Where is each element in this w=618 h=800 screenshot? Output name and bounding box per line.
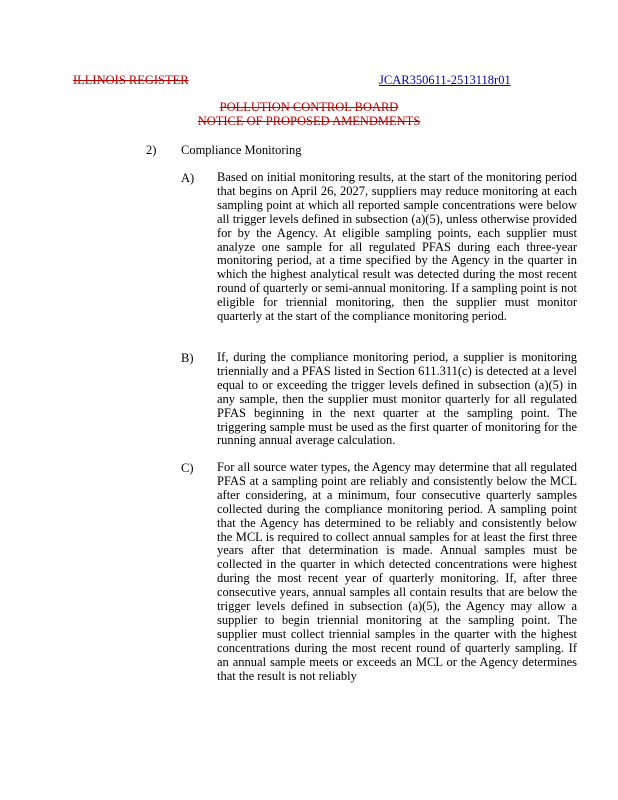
section-title: Compliance Monitoring xyxy=(181,143,302,157)
jcar-code-header: JCAR350611-2513118r01 xyxy=(379,73,511,87)
item-text-c: For all source water types, the Agency may determine that all regulated PFAS at a sampling point are reliably and consistently below the MCL after considering, at a minimum, four consecutive quarterly samples collected during the compliance monitoring period. A sampling point that the Agency has determined to be reliably and consistently below the MCL is required to collect annual samples for at least the first three years after that determination is made. Annual samples must be collected in the quarter in which detected concentrations were highest during the most recent year of quarterly monitoring. If, after three consecutive years, annual samples all contain results that are below the trigger levels defined in subsection (a)(5), the Agency may allow a supplier to begin triennial monitoring at the sampling point. The supplier must collect triennial samples in the quarter with the highest concentrations during the most recent round of quarterly sampling. If an annual sample meets or exceeds an MCL or the Agency determines that the result is not reliably xyxy=(217,460,577,683)
item-letter-a: A) xyxy=(181,171,195,185)
item-text-a: Based on initial monitoring results, at the start of the monitoring period that begins on April 26, 2027, suppliers may reduce monitoring at each sampling point at which all reported sample concentrations were below all trigger levels defined in subsection (a)(5), unless otherwise provided for by the Agency. At eligible sampling points, each supplier must analyze one sample for all regulated PFAS during each three-year monitoring period, at a time specified by the Agency in the quarter in which the highest analytical result was detected during the most recent round of quarterly or semi-annual monitoring. If a sampling point is not eligible for triennial monitoring, then the supplier must monitor quarterly at the start of the compliance monitoring period. xyxy=(217,170,577,324)
board-name: POLLUTION CONTROL BOARD xyxy=(219,100,399,114)
item-letter-c: C) xyxy=(181,461,194,475)
item-letter-b: B) xyxy=(181,351,194,365)
section-number: 2) xyxy=(146,143,157,157)
register-header: ILLINOIS REGISTER xyxy=(73,73,189,87)
agency-heading xyxy=(0,100,618,128)
notice-title: NOTICE OF PROPOSED AMENDMENTS xyxy=(197,114,421,128)
item-text-b: If, during the compliance monitoring period, a supplier is monitoring triennially and a PFAS listed in Section 611.311(c) is detected at a level equal to or exceeding the trigger levels defined in subsection (a)(5) in any sample, then the supplier must monitor quarterly for all regulated PFAS beginning in the next quarter at the sampling point. The triggering sample must be used as the first quarter of monitoring for the running annual average calculation. xyxy=(217,350,577,448)
